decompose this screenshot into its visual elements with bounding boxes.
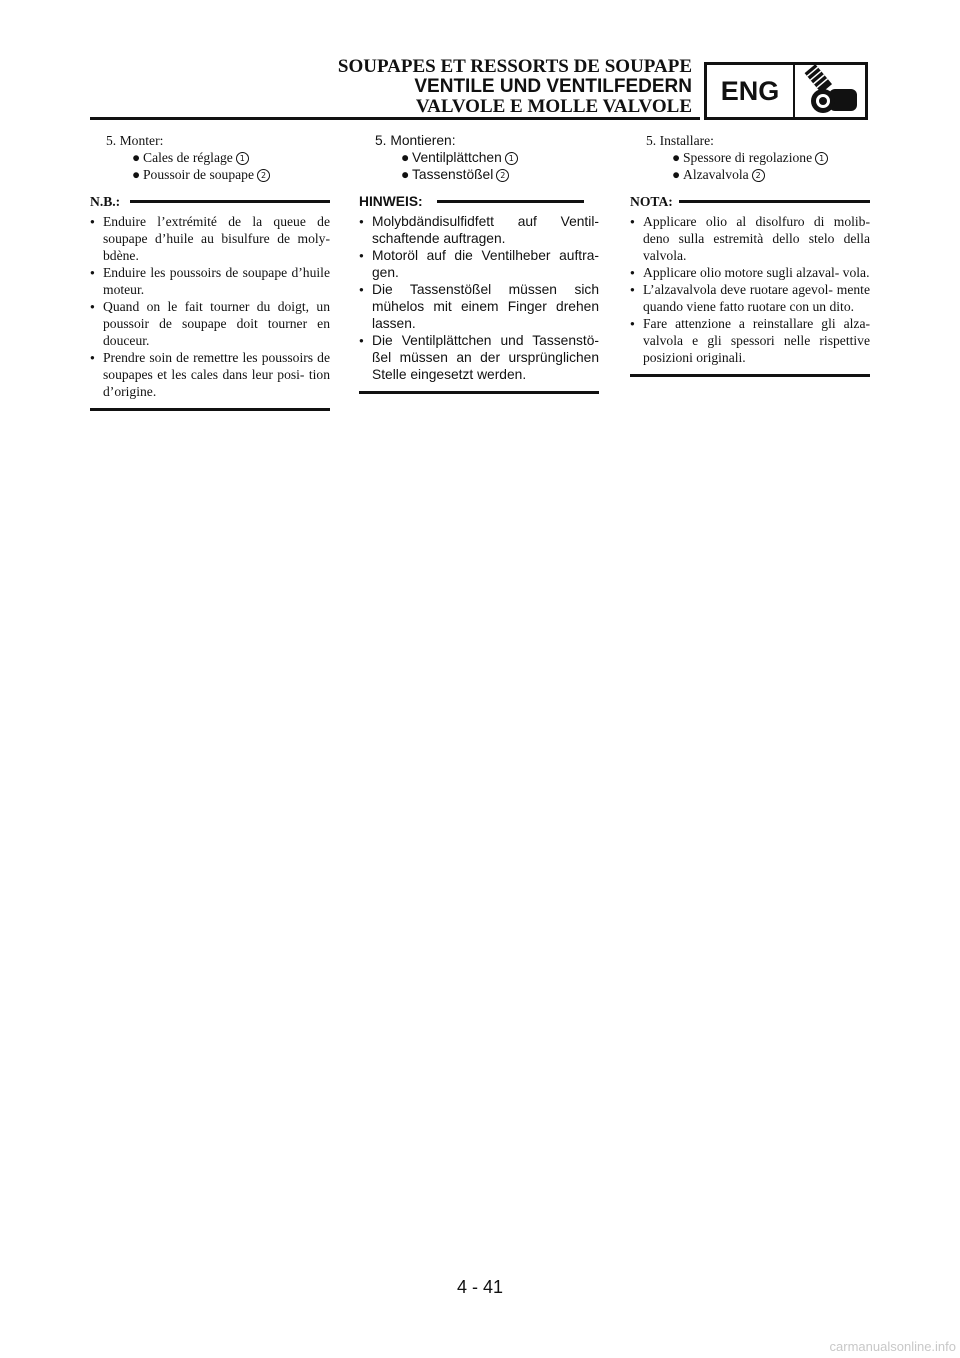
bullet-icon: ● xyxy=(401,150,410,165)
step-instruction: 5. Montieren: xyxy=(375,133,456,148)
part-item xyxy=(132,149,330,166)
bullet-icon: ● xyxy=(401,167,410,182)
engine-valve-icon xyxy=(795,65,865,117)
note-bullet: ● L’alzavalvola deve ruotare agevol- mente quando viene fatto ruotare con un dito. xyxy=(630,281,870,315)
note-bullet: ● Prendre soin de remettre les poussoirs de soupapes et les cales dans leur posi- tion d’origine. xyxy=(90,349,330,400)
watermark: carmanualsonline.info xyxy=(829,1339,956,1354)
part-label: Poussoir de soupape xyxy=(143,167,255,182)
bullet-icon: ● xyxy=(132,167,141,182)
step-instruction: 5. Installare: xyxy=(646,133,714,148)
note-label: HINWEIS: xyxy=(359,193,429,210)
page-header xyxy=(0,0,960,125)
part-item xyxy=(401,149,599,166)
section-title-de: VENTILE UND VENTILFEDERN xyxy=(414,76,692,97)
note-rule xyxy=(130,200,330,203)
note-end-rule xyxy=(359,391,599,394)
column-italian xyxy=(630,132,870,377)
note-label: N.B.: xyxy=(90,193,126,210)
note-label: NOTA: xyxy=(630,193,679,210)
callout-number: 1 xyxy=(505,152,518,165)
note-bullet: ● Die Ventilplättchen und Tassenstö- ßel müssen an der ursprünglichen Stelle eingesetzt werden. xyxy=(359,332,599,383)
column-german xyxy=(359,132,599,394)
note-bullet: ● Quand on le fait tourner du doigt, un poussoir de soupape doit tourner en douceur. xyxy=(90,298,330,349)
note-bullet: ● Die Tassenstößel müssen sich mühelos mit einem Finger drehen lassen. xyxy=(359,281,599,332)
section-title-fr: SOUPAPES ET RESSORTS DE SOUPAPE xyxy=(337,56,692,77)
callout-number: 2 xyxy=(752,169,765,182)
note-bullet: ● Enduire l’extrémité de la queue de soupape d’huile au bisulfure de moly- bdène. xyxy=(90,213,330,264)
callout-number: 2 xyxy=(496,169,509,182)
callout-number: 1 xyxy=(236,152,249,165)
bullet-icon: ● xyxy=(132,150,141,165)
note-end-rule xyxy=(90,408,330,411)
note-end-rule xyxy=(630,374,870,377)
note-header xyxy=(90,193,330,213)
note-bullet: ● Applicare olio al disolfuro di molib- deno sulla estremità dello stelo della valvola. xyxy=(630,213,870,264)
bullet-icon: ● xyxy=(672,167,681,182)
note-bullet: ● Molybdändisulfidfett auf Ventil- schaftende auftragen. xyxy=(359,213,599,247)
note-rule xyxy=(670,200,870,203)
eng-label: ENG xyxy=(707,65,795,117)
part-label: Alzavalvola xyxy=(683,167,749,182)
note-bullet: ● Motoröl auf die Ventilheber auftra- gen. xyxy=(359,247,599,281)
callout-number: 1 xyxy=(815,152,828,165)
note-header xyxy=(630,193,870,213)
part-item xyxy=(132,166,330,183)
note-bullet: ● Applicare olio motore sugli alzaval- vola. xyxy=(630,264,870,281)
section-title-it: VALVOLE E MOLLE VALVOLE xyxy=(415,96,692,117)
note-rule xyxy=(437,200,584,203)
note-bullet: ● Enduire les poussoirs de soupape d’huile moteur. xyxy=(90,264,330,298)
bullet-icon: ● xyxy=(672,150,681,165)
part-label: Ventilplättchen xyxy=(412,150,502,165)
callout-number: 2 xyxy=(257,169,270,182)
header-rule xyxy=(90,117,700,120)
part-label: Cales de réglage xyxy=(143,150,233,165)
page-number: 4 - 41 xyxy=(456,1277,504,1297)
column-french xyxy=(90,132,330,411)
note-header xyxy=(359,193,599,213)
part-item xyxy=(672,149,870,166)
part-label: Tassenstößel xyxy=(412,167,494,182)
eng-badge xyxy=(704,62,868,120)
part-item xyxy=(672,166,870,183)
part-label: Spessore di regolazione xyxy=(683,150,813,165)
part-item xyxy=(401,166,599,183)
note-bullet: ● Fare attenzione a reinstallare gli alza- valvola e gli spessori nelle rispettive posizioni originali. xyxy=(630,315,870,366)
step-instruction: 5. Monter: xyxy=(106,133,164,148)
